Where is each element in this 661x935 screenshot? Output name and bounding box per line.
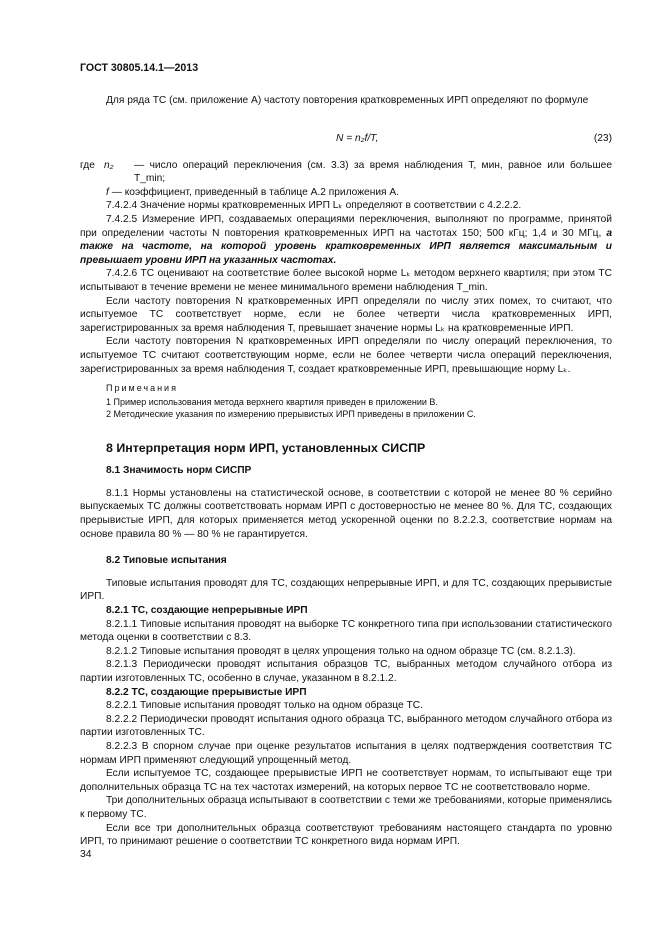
page-number: 34 — [80, 849, 92, 860]
document-body — [80, 94, 612, 849]
paragraph-8213: 8.2.1.3 Периодически проводят испытания образцов ТС, выбранных методом случайного отбора из партии изготовленных ТС, особенно в случае, указанном в 8.2.1.2. — [80, 659, 612, 684]
paragraph-8221: 8.2.2.1 Типовые испытания проводят только на одном образце ТС. — [106, 700, 423, 712]
paragraph-8223: 8.2.2.3 В спорном случае при оценке результатов испытания в целях подтверждения соответствия ТС нормам ИРП применяют следующий упрощенный метод. — [80, 740, 612, 766]
section-82-title: 8.2 Типовые испытания — [106, 555, 227, 567]
section-822-title: 8.2.2 ТС, создающие прерывистые ИРП — [106, 686, 307, 698]
paragraph-82: Типовые испытания проводят для ТС, создающих непрерывные ИРП, и для ТС, создающих прерывистые ИРП. — [80, 577, 612, 603]
intro-paragraph: Для ряда ТС (см. приложение А) частоту повторения кратковременных ИРП определяют по формуле — [106, 95, 589, 106]
formula-23 — [80, 132, 612, 146]
paragraph-811: 8.1.1 Нормы установлены на статистической основе, в соответствии с которой не менее 80 % серийно выпускаемых ТС должны соответствовать нормам ИРП с достоверностью не менее 80 %. Для ТС, создающих прерывистые ИРП, для которых применяется метод ускоренной оценки по 8.2.2.3, соответствие нормам на основе правила 80 % — 80 % не гарантируется. — [80, 487, 612, 540]
formula-number: (23) — [593, 132, 612, 144]
where-n2-text: — число операций переключения (см. 3.3) за время наблюдения T, мин, равное или большее T_min; — [134, 159, 612, 185]
note-1: 1 Пример использования метода верхнего квартиля приведен в приложении В. — [106, 396, 438, 407]
paragraph-8222: 8.2.2.2 Периодически проводят испытания одного образца ТС, выбранного методом случайного отбора из партии изготовленных ТС. — [80, 713, 612, 739]
paragraph-count-operations: Если частоту повторения N кратковременных ИРП определяли по числу операций переключения, то испытуемое ТС считают соответствующим норме, если не более четверти числа операций переключения, зарегистрированных за время наблюдения T, создает кратковременные ИРП, превышающие норму Lₖ. — [80, 336, 612, 375]
paragraph-7425 — [80, 213, 612, 267]
section-8-title: 8 Интерпретация норм ИРП, установленных СИСПР — [106, 440, 426, 455]
paragraph-822-p3: Если все три дополнительных образца соответствуют требованиям настоящего стандарта по уровню ИРП, то принимают решение о соответствии ТС конкретного вида нормам ИРП. — [80, 822, 612, 848]
paragraph-7426: 7.4.2.6 ТС оценивают на соответствие более высокой норме Lₖ методом верхнего квартиля; при этом ТС испытывают в течение времени не менее минимального времени наблюдения T_min. — [80, 268, 612, 293]
paragraph-822-p2: Три дополнительных образца испытывают в соответствии с теми же требованиями, которые применялись к первому ТС. — [80, 795, 612, 820]
section-81-title: 8.1 Значимость норм СИСПР — [106, 465, 252, 477]
paragraph-7425-text: 7.4.2.5 Измерение ИРП, создаваемых операциями переключения, выполняют по программе, принятой при определении частоты N повторения кратковременных ИРП на частотах 150; 500 кГц; 1,4 и 30 МГц, — [80, 213, 612, 239]
paragraph-822-p1: Если испытуемое ТС, создающее прерывистые ИРП не соответствует нормам, то испытывают еще три дополнительных образца ТС на тех частотах измерений, на которых первое ТС не соответствовало норме. — [80, 768, 612, 793]
document-header: ГОСТ 30805.14.1—2013 — [80, 62, 199, 74]
notes-title: Примечания — [106, 383, 178, 394]
paragraph-7425-emphasis: а также на частоте, на которой уровень кратковременных ИРП является максимальным и превышает уровни ИРП на указанных частотах. — [80, 227, 612, 266]
paragraph-8212: 8.2.1.2 Типовые испытания проводят в целях упрощения только на одном образце ТС (см. 8.2.1.3). — [106, 645, 576, 657]
where-label: где — [80, 159, 95, 171]
where-f — [80, 186, 612, 200]
where-f-text: — коэффициент, приведенный в таблице А.2 приложения А. — [111, 186, 399, 198]
formula-expression: N = n₂f/T, — [336, 132, 379, 144]
note-2: 2 Методические указания по измерению прерывистых ИРП приведены в приложении С. — [106, 408, 476, 419]
where-f-var: f — [106, 186, 109, 198]
where-n2 — [80, 159, 612, 186]
where-n2-var: n₂ — [104, 159, 114, 171]
section-821-title: 8.2.1 ТС, создающие непрерывные ИРП — [106, 605, 308, 617]
paragraph-count-interference: Если частоту повторения N кратковременных ИРП определяли по числу этих помех, то считают, что испытуемое ТС соответствует норме, если не более четверти числа кратковременных ИРП, зарегистрированных за время наблюдения T, превышает значение нормы Lₖ на кратковременные ИРП. — [80, 295, 612, 334]
paragraph-8211: 8.2.1.1 Типовые испытания проводят на выборке ТС конкретного типа при использовании статистического метода оценки в соответствии с 8.3. — [80, 618, 612, 644]
paragraph-7424: 7.4.2.4 Значение нормы кратковременных ИРП Lₖ определяют в соответствии с 4.2.2.2. — [106, 200, 522, 212]
